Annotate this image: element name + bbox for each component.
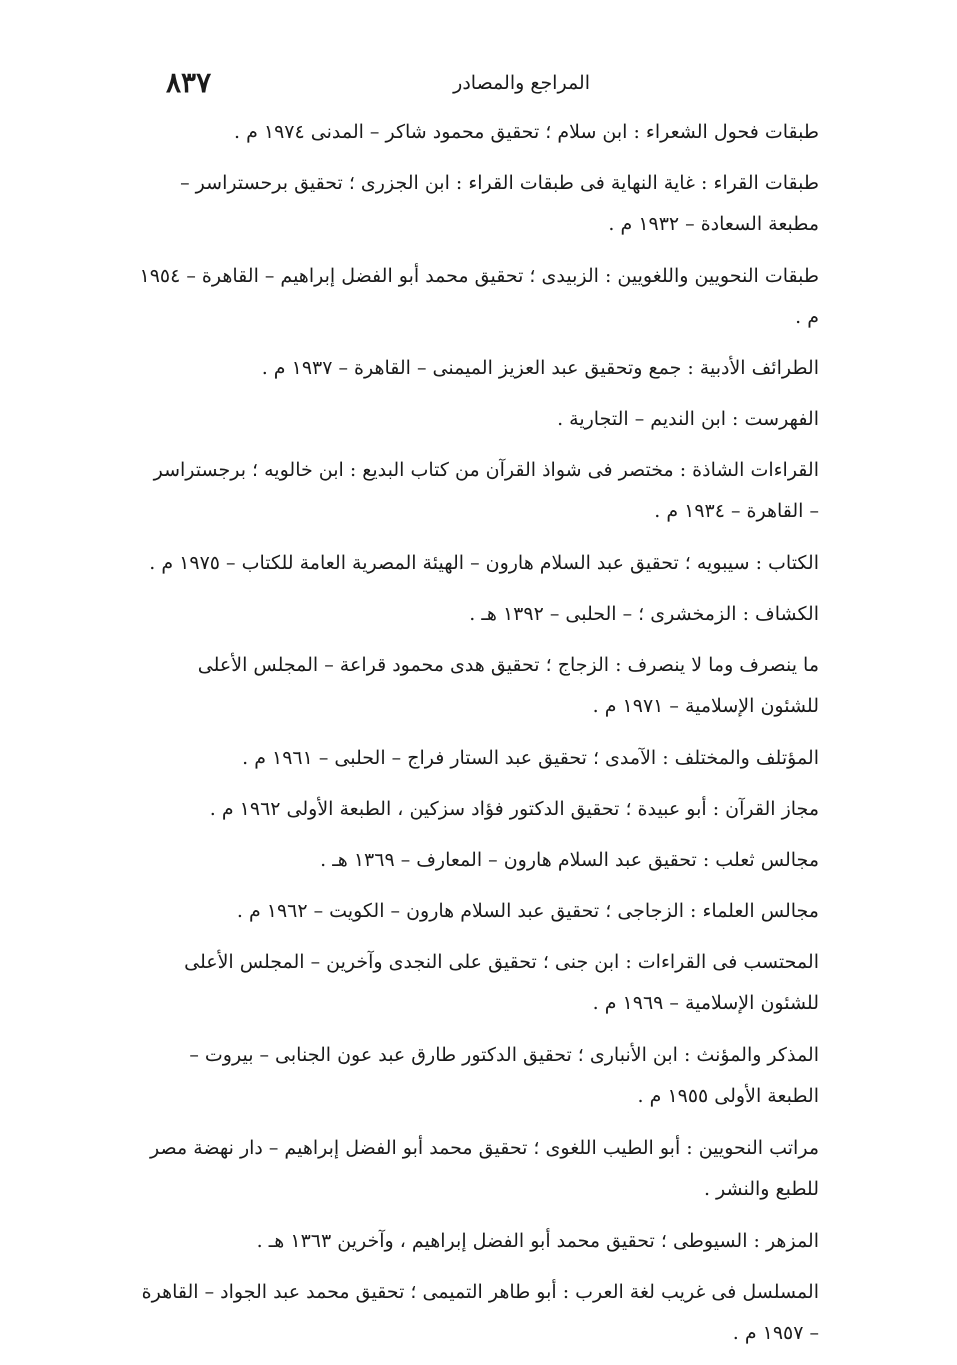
bibliography-entry: مجالس ثعلب : تحقيق عبد السلام هارون – المعارف – ١٣٦٩ هـ .: [320, 849, 819, 871]
bibliography-entry: الفهرست : ابن النديم – التجارية .: [557, 408, 819, 430]
bibliography-entry: طبقات النحويين واللغويين : الزبيدى ؛ تحقيق محمد أبو الفضل إبراهيم – القاهرة – ١٩٥٤ م .: [139, 265, 819, 328]
page-header: [150, 66, 830, 106]
page-number: ٨٣٧: [166, 66, 212, 99]
bibliography-entry: الكتاب : سيبويه ؛ تحقيق عبد السلام هارون – الهيئة المصرية العامة للكتاب – ١٩٧٥ م .: [149, 552, 819, 574]
bibliography-entry: الكشاف : الزمخشرى ؛ – الحلبى – ١٣٩٢ هـ .: [469, 603, 819, 625]
bibliography-entry: المزهر : السيوطى ؛ تحقيق محمد أبو الفضل إبراهيم ، وآخرين ١٣٦٣ هـ .: [256, 1230, 819, 1252]
bibliography-list: [139, 112, 819, 1365]
bibliography-entry: طبقات فحول الشعراء : ابن سلام ؛ تحقيق محمود شاكر – المدنى ١٩٧٤ م .: [233, 121, 819, 143]
bibliography-entry: مراتب النحويين : أبو الطيب اللغوى ؛ تحقيق محمد أبو الفضل إبراهيم – دار نهضة مصر للطبع والنشر .: [150, 1137, 819, 1200]
bibliography-entry: طبقات القراء : غاية النهاية فى طبقات القراء : ابن الجزرى ؛ تحقيق برحستراسر – مطبعة السعادة – ١٩٣٢ م .: [180, 172, 819, 235]
bibliography-entry: الطرائف الأدبية : جمع وتحقيق عبد العزيز الميمنى – القاهرة – ١٩٣٧ م .: [261, 357, 819, 379]
bibliography-entry: مجاز القرآن : أبو عبيدة ؛ تحقيق الدكتور فؤاد سزكين ، الطبعة الأولى ١٩٦٢ م .: [209, 798, 819, 820]
bibliography-entry: مجالس العلماء : الزجاجى ؛ تحقيق عبد السلام هارون – الكويت – ١٩٦٢ م .: [236, 900, 819, 922]
bibliography-entry: المحتسب فى القراءات : ابن جنى ؛ تحقيق على النجدى وآخرين – المجلس الأعلى للشئون الإسلامية – ١٩٦٩ م .: [184, 951, 819, 1014]
running-title: المراجع والمصادر: [453, 72, 590, 94]
bibliography-entry: المذكر والمؤنث : ابن الأنبارى ؛ تحقيق الدكتور طارق عبد عون الجنابى – بيروت – الطبعة الأولى ١٩٥٥ م .: [189, 1044, 819, 1107]
bibliography-entry: المسلسل فى غريب لغة العرب : أبو طاهر التميمى ؛ تحقيق محمد عبد الجواد – القاهرة – ١٩٥٧ م .: [141, 1281, 819, 1344]
bibliography-entry: ما ينصرف وما لا ينصرف : الزجاج ؛ تحقيق هدى محمود قراعة – المجلس الأعلى للشئون الإسلامية – ١٩٧١ م .: [197, 654, 819, 717]
bibliography-entry: المؤتلف والمختلف : الآمدى ؛ تحقيق عبد الستار فراج – الحلبى – ١٩٦١ م .: [242, 747, 819, 769]
bibliography-entry: القراءات الشاذة : مختصر فى شواذ القرآن من كتاب البديع : ابن خالويه ؛ برجستراسر – القاهرة – ١٩٣٤ م .: [153, 459, 819, 522]
